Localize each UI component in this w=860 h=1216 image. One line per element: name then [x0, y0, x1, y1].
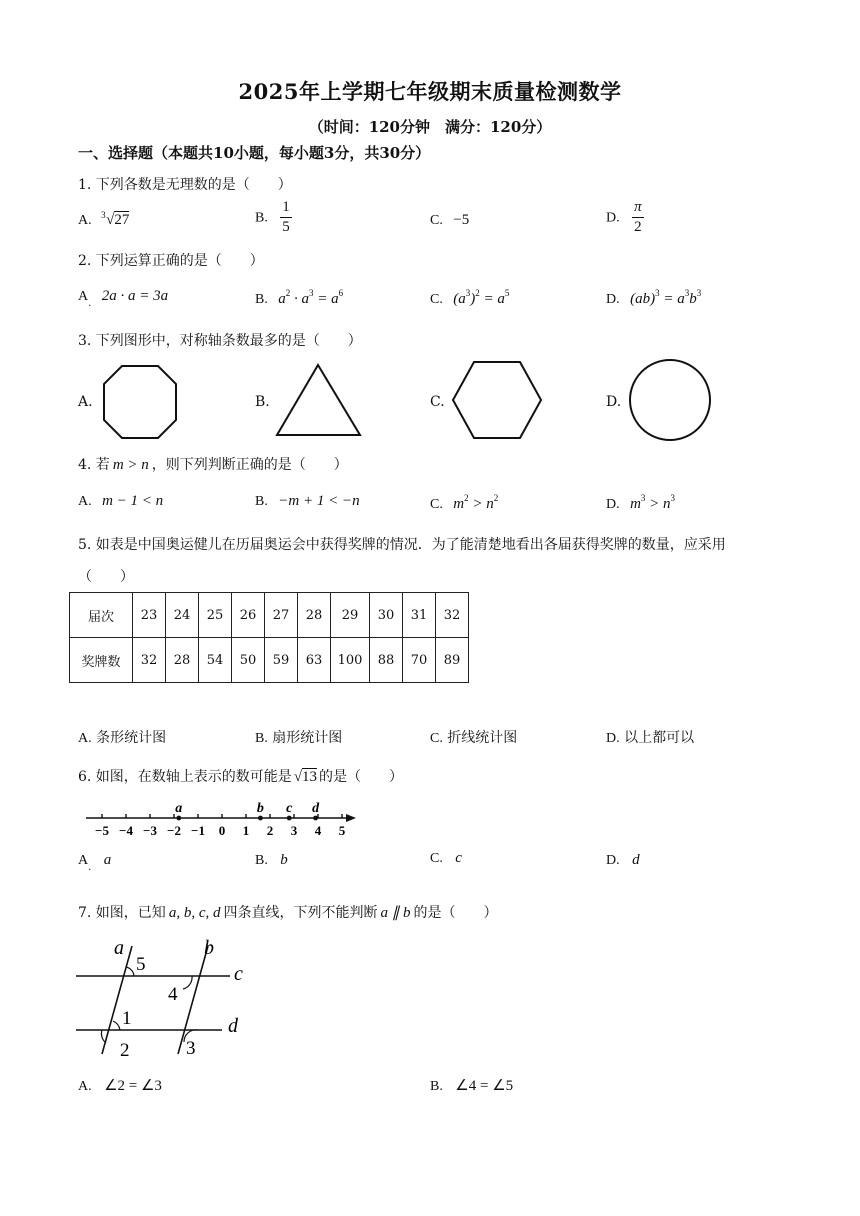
question-2-stem: 2. 下列运算正确的是（ ）: [78, 253, 264, 269]
medal-table: [69, 592, 469, 683]
table-cell: 26: [232, 593, 265, 638]
number-line-tick-label: 5: [338, 823, 346, 838]
table-cell: 100: [331, 638, 370, 683]
q4-option-c: C. $m^2 > n^2$: [430, 493, 499, 512]
q1-option-b: B. $\frac{1}{5}$: [255, 199, 290, 235]
line-a: [102, 946, 132, 1054]
angle-1-arc: [113, 1021, 120, 1030]
q2-option-b: B. $a^2 \cdot a^3 = a^6$: [255, 288, 344, 307]
q5-option-a: A. 条形统计图: [78, 730, 167, 746]
number-line-point-label: c: [286, 801, 293, 816]
label-a: a: [114, 937, 124, 959]
table-cell: 54: [199, 638, 232, 683]
table-cell: 32: [436, 593, 469, 638]
question-6-stem: 6. 如图，在数轴上表示的数可能是 √13 的是（ ）: [78, 769, 404, 785]
label-d: d: [228, 1015, 238, 1037]
number-line: [80, 796, 370, 844]
angle-4-arc: [183, 976, 192, 989]
label-angle-1: 1: [122, 1008, 132, 1029]
q3-option-d-label: D.: [606, 394, 622, 410]
cube-root: 3 √27: [101, 210, 130, 228]
number-line-point: [258, 816, 263, 821]
q4-option-b: B. −m + 1 < −n: [255, 493, 360, 509]
triangle-icon: [272, 360, 364, 440]
q6-option-a: $A_.$ a: [78, 852, 112, 873]
number-line-tick-label: −5: [95, 823, 109, 838]
q1-option-a: A. 3 √27: [78, 210, 130, 228]
q5-option-d: D. 以上都可以: [606, 730, 695, 746]
q3-option-b-label: B.: [255, 394, 270, 410]
exam-info: （时间：120分钟 满分：120分）: [308, 118, 552, 136]
section-heading: 一、选择题（本题共10小题，每小题3分，共30分）: [78, 144, 431, 162]
circle-icon: [627, 357, 713, 443]
q2-option-d: D. $(ab)^3 = a^3b^3$: [606, 288, 702, 307]
table-cell: 88: [370, 638, 403, 683]
q4-option-a: A. m − 1 < n: [78, 493, 164, 509]
number-line-point: [176, 816, 181, 821]
table-cell: 50: [232, 638, 265, 683]
q2-option-c: C. $(a^3)^2 = a^5$: [430, 288, 510, 307]
q3-option-c-label: C.: [430, 394, 445, 410]
number-line-tick-label: 3: [290, 823, 298, 838]
q6-option-b: B. b: [255, 852, 288, 868]
q1-option-d: D. $\frac{\pi}{2}$: [606, 199, 642, 235]
number-line-tick-label: 0: [218, 823, 226, 838]
table-header-cell: 届次: [70, 593, 133, 638]
label-b: b: [204, 937, 214, 959]
table-cell: 29: [331, 593, 370, 638]
table-cell: 63: [298, 638, 331, 683]
number-line-point-label: d: [312, 801, 320, 816]
q1-option-c: C. −5: [430, 212, 470, 228]
q4-option-d: D. $m^3 > n^3$: [606, 493, 676, 512]
q7-option-b: B. ∠4 = ∠5: [430, 1078, 514, 1094]
table-header-cell: 奖牌数: [70, 638, 133, 683]
number-line-point-label: b: [256, 801, 264, 816]
q7-option-a: A. ∠2 = ∠3: [78, 1078, 162, 1094]
table-cell: 28: [298, 593, 331, 638]
fraction: $\frac{\pi}{2}$: [634, 199, 642, 235]
table-cell: 32: [133, 638, 166, 683]
question-3-stem: 3. 下列图形中，对称轴条数最多的是（ ）: [78, 333, 362, 349]
table-cell: 89: [436, 638, 469, 683]
table-cell: 25: [199, 593, 232, 638]
question-5-stem: 5. 如表是中国奥运健儿在历届奥运会中获得奖牌的情况．为了能清楚地看出各届获得奖牌的数量，应采用: [78, 537, 726, 553]
question-1-stem: 1. 下列各数是无理数的是（ ）: [78, 177, 292, 193]
question-5-paren: （ ）: [78, 569, 134, 585]
table-row: [70, 593, 469, 638]
label-angle-3: 3: [186, 1038, 196, 1059]
parallel-lines-figure: [74, 932, 264, 1062]
q3-option-a-label: A.: [78, 394, 93, 410]
hexagon-icon: [449, 358, 545, 442]
q6-option-d: D. d: [606, 852, 640, 868]
q5-option-c: C. 折线统计图: [430, 730, 518, 746]
q2-option-a: $A_.$ 2a · a = 3a: [78, 288, 169, 309]
q6-option-c: C. c: [430, 850, 462, 866]
label-angle-2: 2: [120, 1040, 130, 1061]
label-angle-4: 4: [168, 984, 178, 1005]
label-angle-5: 5: [136, 954, 146, 975]
table-cell: 28: [166, 638, 199, 683]
number-line-tick-label: −1: [191, 823, 205, 838]
table-cell: 31: [403, 593, 436, 638]
table-cell: 30: [370, 593, 403, 638]
number-line-point: [287, 816, 292, 821]
table-cell: 23: [133, 593, 166, 638]
number-line-tick-label: 4: [314, 823, 322, 838]
number-line-tick-label: −3: [143, 823, 157, 838]
number-line-tick-label: −2: [167, 823, 181, 838]
number-line-tick-label: 2: [266, 823, 274, 838]
table-cell: 70: [403, 638, 436, 683]
table-cell: 27: [265, 593, 298, 638]
question-4-stem: 4. 若 m > n ，则下列判断正确的是（ ）: [78, 457, 348, 473]
question-7-stem: 7. 如图，已知 a, b, c, d 四条直线，下列不能判断 a ∥ b 的是（ ）: [78, 905, 498, 921]
q5-option-b: B. 扇形统计图: [255, 730, 343, 746]
label-c: c: [234, 963, 243, 985]
table-cell: 59: [265, 638, 298, 683]
number-line-point: [313, 816, 318, 821]
table-cell: 24: [166, 593, 199, 638]
number-line-point-label: a: [175, 801, 183, 816]
number-line-tick-label: −4: [119, 823, 133, 838]
number-line-tick-label: 1: [242, 823, 250, 838]
arrow-icon: [346, 814, 356, 822]
page-title: 2025年上学期七年级期末质量检测数学: [238, 79, 622, 104]
octagon-icon: [100, 362, 180, 442]
fraction: $\frac{1}{5}$: [282, 199, 290, 235]
angle-5-arc: [126, 967, 134, 976]
table-row: [70, 638, 469, 683]
